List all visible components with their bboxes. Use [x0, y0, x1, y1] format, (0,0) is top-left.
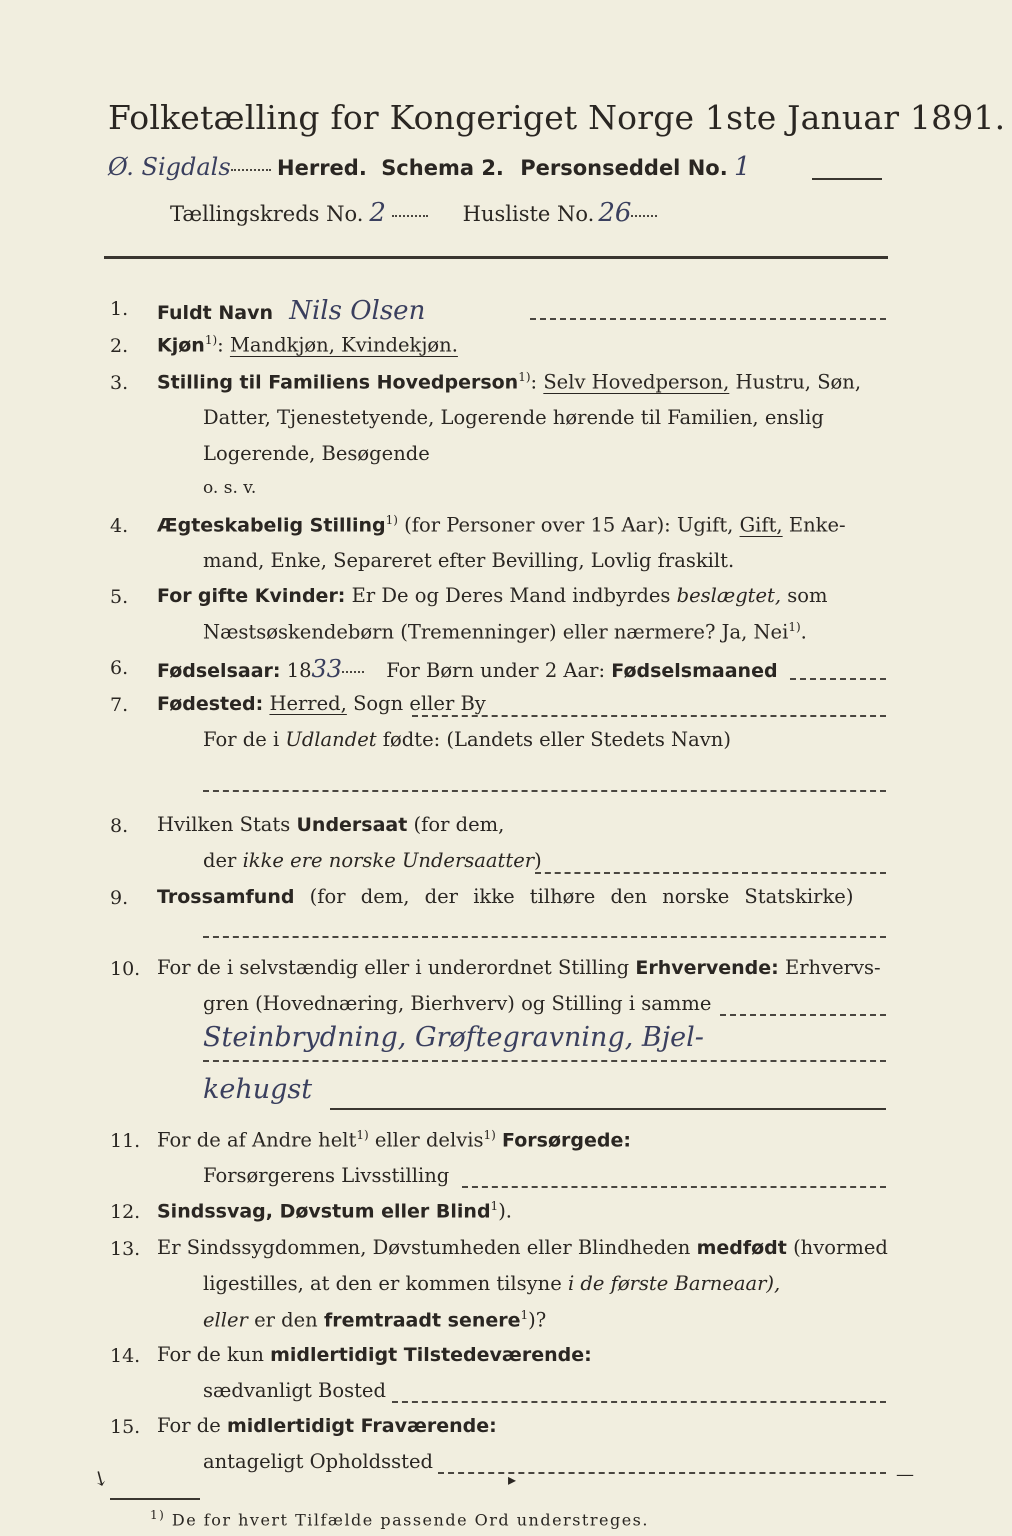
item-11: For de af Andre helt$^{1)}$ eller delvis$^{1)}$ Forsørgede:: [157, 1128, 631, 1152]
husliste-value: 26: [598, 198, 632, 228]
item-3: Stilling til Familiens Hovedperson$^{1)}$: Selv Hovedperson, Hustru, Søn,: [157, 370, 862, 394]
item-5-number: 5.: [110, 586, 129, 608]
herred-line: [108, 152, 751, 182]
personseddel-label: Personseddel No.: [520, 156, 728, 180]
item-11-number: 11.: [110, 1130, 141, 1152]
form-title: Folketælling for Kongeriget Norge 1ste Januar 1891.: [108, 98, 1006, 137]
item-1-number: 1.: [110, 298, 129, 320]
item-2: Kjøn$^{1)}$: Mandkjøn, Kvindekjøn.: [157, 333, 458, 357]
item-10-value-line-2: kehugst: [203, 1074, 313, 1105]
item-7-number: 7.: [110, 694, 129, 716]
item-9-number: 9.: [110, 887, 129, 909]
stray-mark-left: ↘: [87, 1463, 114, 1493]
item-15-line-2: antageligt Opholdssted: [203, 1450, 434, 1473]
item-13-label: medfødt: [696, 1237, 787, 1259]
item-3-line-3: Logerende, Besøgende: [203, 442, 430, 465]
item-6-number: 6.: [110, 657, 129, 679]
husliste-label: Husliste No.: [462, 202, 595, 226]
item-5-label: gifte Kvinder:: [197, 585, 346, 607]
item-14-number: 14.: [110, 1345, 141, 1367]
item-6-label: Fødselsaar:: [157, 660, 281, 682]
footnote: $^{1)}$ De for hvert Tilfælde passende Ord understreges.: [150, 1508, 649, 1530]
item-10-value-line-1: Steinbrydning, Grøftegravning, Bjel-: [203, 1022, 704, 1053]
item-13: Er Sindssygdommen, Døvstumheden eller Blindheden medfødt (hvormed: [157, 1236, 888, 1259]
kreds-value: 2: [369, 198, 386, 228]
item-7-line-2: For de i Udlandet fødte: (Landets eller Stedets Navn): [203, 728, 731, 751]
item-7: Fødested: Herred, Sogn eller By: [157, 692, 486, 715]
item-9: Trossamfund (for dem, der ikke tilhøre den norske Statskirke): [157, 885, 854, 908]
herred-label: Herred.: [277, 156, 367, 180]
item-3-label: Stilling til Familiens Hovedperson: [157, 371, 519, 394]
item-10-label: Erhvervende:: [635, 957, 779, 979]
item-1-value: Nils Olsen: [289, 296, 426, 326]
item-12-number: 12.: [110, 1201, 141, 1223]
item-3-line-4: o. s. v.: [203, 478, 257, 498]
item-5-line-2: Næstsøskendebørn (Tremenninger) eller nærmere? Ja, Nei$^{1)}$.: [203, 620, 807, 644]
item-4-label: Ægteskabelig Stilling: [157, 514, 386, 537]
item-8-number: 8.: [110, 815, 129, 837]
item-14-line-2: sædvanligt Bosted: [203, 1379, 386, 1402]
item-2-number: 2.: [110, 335, 129, 357]
item-13-line-3: eller er den fremtraadt senere$^1$)?: [203, 1308, 547, 1332]
schema-label: Schema 2.: [381, 156, 504, 180]
item-4-number: 4.: [110, 515, 129, 537]
item-10-line-2: gren (Hovednæring, Bierhverv) og Stilling i samme: [203, 992, 712, 1015]
item-13-line-2: ligestilles, at den er kommen tilsyne i de første Barneaar),: [203, 1272, 781, 1295]
item-1-label: Fuldt Navn: [157, 302, 274, 324]
item-14: For de kun midlertidigt Tilstedeværende:: [157, 1343, 592, 1366]
item-12-label: Sindssvag, Døvstum eller Blind: [157, 1200, 491, 1223]
item-8-line-2: der ikke ere norske Undersaatter): [203, 849, 542, 872]
herred-value: Ø. Sigdals: [108, 153, 231, 181]
item-15: For de midlertidigt Fraværende:: [157, 1414, 497, 1437]
item-15-label: midlertidigt Fraværende:: [226, 1415, 497, 1437]
item-10: For de i selvstændig eller i underordnet Stilling Erhvervende: Erhvervs-: [157, 956, 881, 979]
item-9-label: Trossamfund: [157, 886, 295, 908]
item-4-line-2: mand, Enke, Separeret efter Bevilling, Lovlig fraskilt.: [203, 549, 735, 572]
header-rule: [104, 256, 888, 259]
item-12: Sindssvag, Døvstum eller Blind$^1$).: [157, 1199, 512, 1223]
item-2-text: Mandkjøn, Kvindekjøn.: [229, 333, 458, 357]
kreds-line: [170, 198, 657, 228]
item-3-number: 3.: [110, 372, 129, 394]
item-2-label: Kjøn: [157, 334, 205, 357]
item-8: Hvilken Stats Undersaat (for dem,: [157, 813, 505, 836]
item-6-value: 33: [311, 655, 343, 683]
item-1: [157, 296, 425, 326]
stray-mark-right: —: [896, 1464, 914, 1485]
footnote-rule: [110, 1498, 200, 1500]
kreds-label: Tællingskreds No.: [170, 202, 364, 226]
item-14-label: midlertidigt Tilstedeværende:: [270, 1344, 592, 1366]
item-15-number: 15.: [110, 1416, 141, 1438]
item-8-label: Undersaat: [296, 814, 408, 836]
item-7-label: Fødested:: [157, 693, 264, 715]
item-11-label: Forsørgede:: [502, 1129, 631, 1152]
item-5: For gifte Kvinder: Er De og Deres Mand indbyrdes beslægtet, som: [157, 584, 828, 607]
item-6: Fødselsaar: 1833 For Børn under 2 Aar: Fødselsmaaned: [157, 655, 778, 683]
personseddel-value: 1: [734, 152, 751, 182]
item-4: Ægteskabelig Stilling$^{1)}$ (for Personer over 15 Aar): Ugift, Gift, Enke-: [157, 513, 846, 537]
item-3-line-2: Datter, Tjenestetyende, Logerende hørende til Familien, enslig: [203, 406, 824, 429]
item-13-number: 13.: [110, 1238, 141, 1260]
item-10-number: 10.: [110, 958, 141, 980]
item-11-line-2: Forsørgerens Livsstilling: [203, 1164, 450, 1187]
stray-mark-center: ▸: [508, 1470, 517, 1489]
